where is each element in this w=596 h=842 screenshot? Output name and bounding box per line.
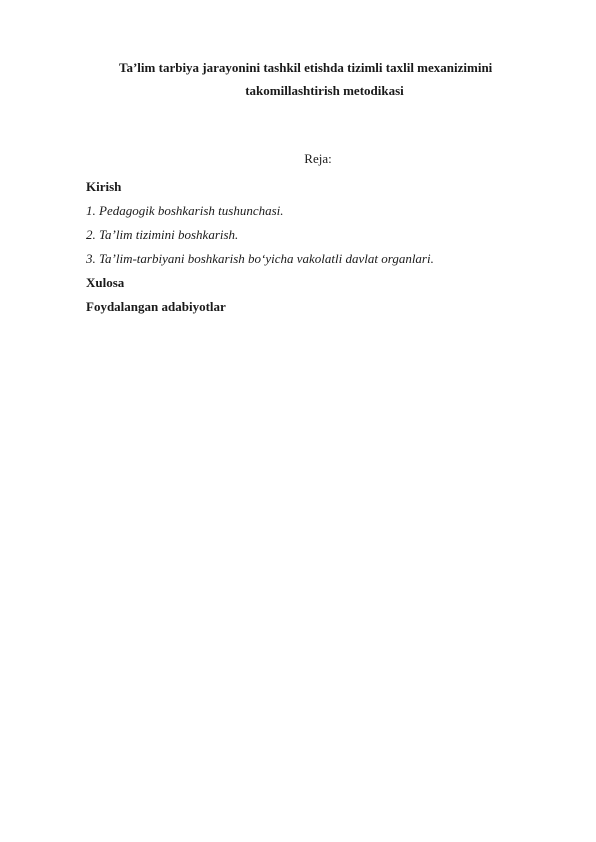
document-title-line-1: Ta’lim tarbiya jarayonini tashkil etishda tizimli taxlil mexanizimini: [119, 60, 493, 75]
plan-item-3: 3. Ta’lim-tarbiyani boshkarish bo‘yicha vakolatli davlat organlari.: [86, 251, 434, 266]
plan-item-references: Foydalangan adabiyotlar: [86, 299, 226, 314]
plan-item-2: 2. Ta’lim tizimini boshkarish.: [86, 227, 239, 242]
plan-item-conclusion: Xulosa: [86, 275, 125, 290]
document-title-line-2: takomillashtirish metodikasi: [245, 83, 404, 98]
plan-item-intro: Kirish: [86, 179, 122, 194]
plan-item-1: 1. Pedagogik boshkarish tushunchasi.: [86, 203, 284, 218]
plan-heading: Reja:: [304, 151, 332, 166]
